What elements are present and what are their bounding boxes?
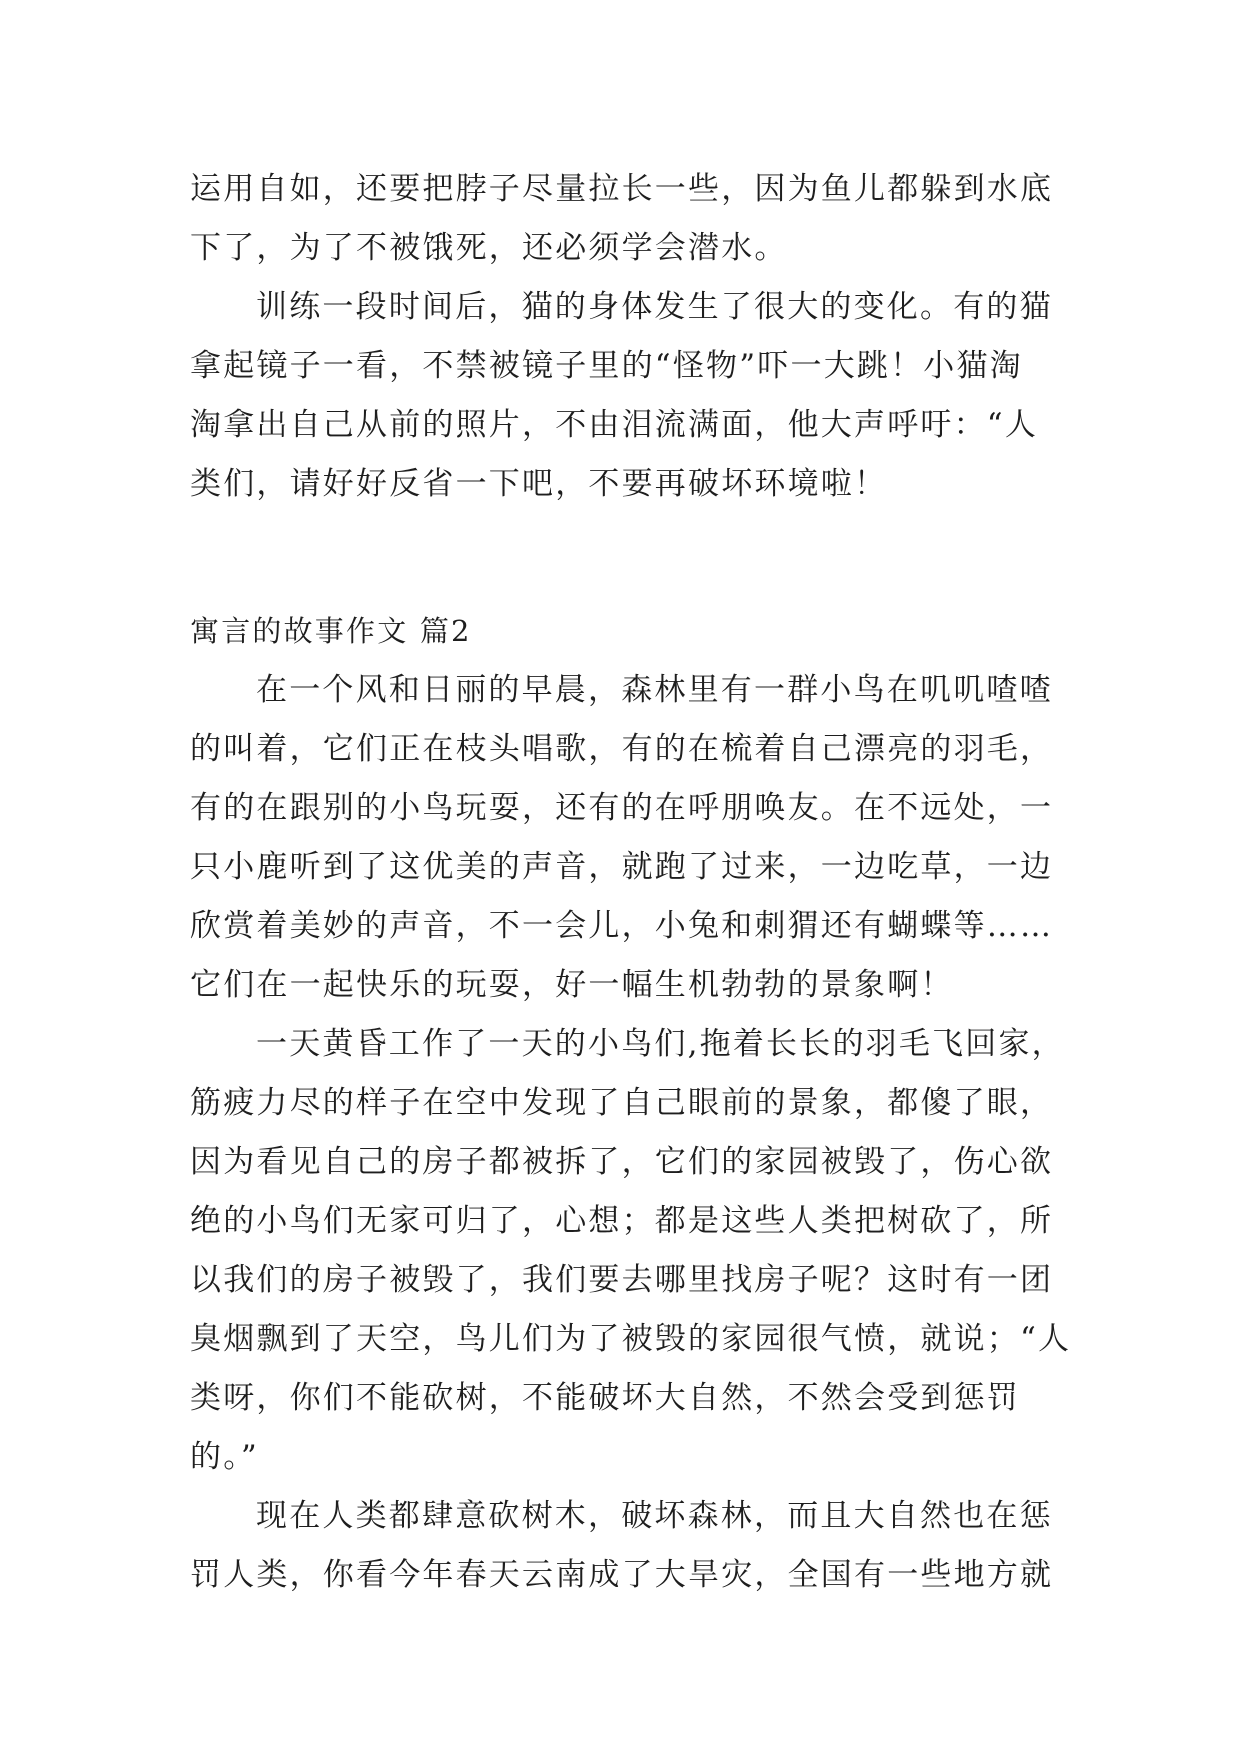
text-line: 筋疲力尽的样子在空中发现了自己眼前的景象，都傻了眼， [190, 1085, 1054, 1121]
text-line: 现在人类都肆意砍树木，破坏森林，而且大自然也在惩 [256, 1498, 1053, 1534]
text-line: 罚人类，你看今年春天云南成了大旱灾，全国有一些地方就 [190, 1557, 1054, 1593]
text-line: 类呀，你们不能砍树，不能破坏大自然，不然会受到惩罚 [190, 1380, 1020, 1416]
text-line: 淘拿出自己从前的照片，不由泪流满面，他大声呼吁：“人 [190, 407, 1039, 443]
text-line: 它们在一起快乐的玩耍，好一幅生机勃勃的景象啊！ [190, 967, 954, 1003]
text-line: 类们，请好好反省一下吧，不要再破坏环境啦！ [190, 466, 888, 502]
text-line: 只小鹿听到了这优美的声音，就跑了过来，一边吃草，一边 [190, 849, 1054, 885]
text-line: 运用自如，还要把脖子尽量拉长一些，因为鱼儿都躲到水底 [190, 171, 1054, 207]
text-line: 的叫着，它们正在枝头唱歌，有的在梳着自己漂亮的羽毛， [190, 731, 1054, 767]
section-gap [190, 514, 1070, 602]
text-line: 因为看见自己的房子都被拆了，它们的家园被毁了，伤心欲 [190, 1144, 1054, 1180]
paragraph [190, 160, 1070, 278]
text-line: 臭烟飘到了天空，鸟儿们为了被毁的家园很气愤，就说；“人 [190, 1321, 1072, 1357]
section-heading: 寓言的故事作文 篇2 [190, 614, 472, 648]
text-line: 的。” [190, 1439, 259, 1475]
text-line: 训练一段时间后，猫的身体发生了很大的变化。有的猫 [256, 289, 1053, 325]
text-line: 绝的小鸟们无家可归了，心想；都是这些人类把树砍了，所 [190, 1203, 1054, 1239]
text-line: 拿起镜子一看，不禁被镜子里的“怪物”吓一大跳！小猫淘 [190, 348, 1023, 384]
text-line: 以我们的房子被毁了，我们要去哪里找房子呢？这时有一团 [190, 1262, 1054, 1298]
text-line: 欣赏着美妙的声音，不一会儿，小兔和刺猬还有蝴蝶等…… [190, 908, 1054, 944]
paragraph [190, 1015, 1070, 1487]
paragraph [190, 661, 1070, 1015]
text-line: 有的在跟别的小鸟玩耍，还有的在呼朋唤友。在不远处，一 [190, 790, 1054, 826]
text-line: 下了，为了不被饿死，还必须学会潜水。 [190, 230, 788, 266]
text-line: 在一个风和日丽的早晨，森林里有一群小鸟在叽叽喳喳 [256, 672, 1053, 708]
document-page [190, 160, 1070, 1605]
text-line: 一天黄昏工作了一天的小鸟们,拖着长长的羽毛飞回家， [256, 1026, 1065, 1062]
paragraph [190, 1487, 1070, 1605]
paragraph [190, 278, 1070, 514]
